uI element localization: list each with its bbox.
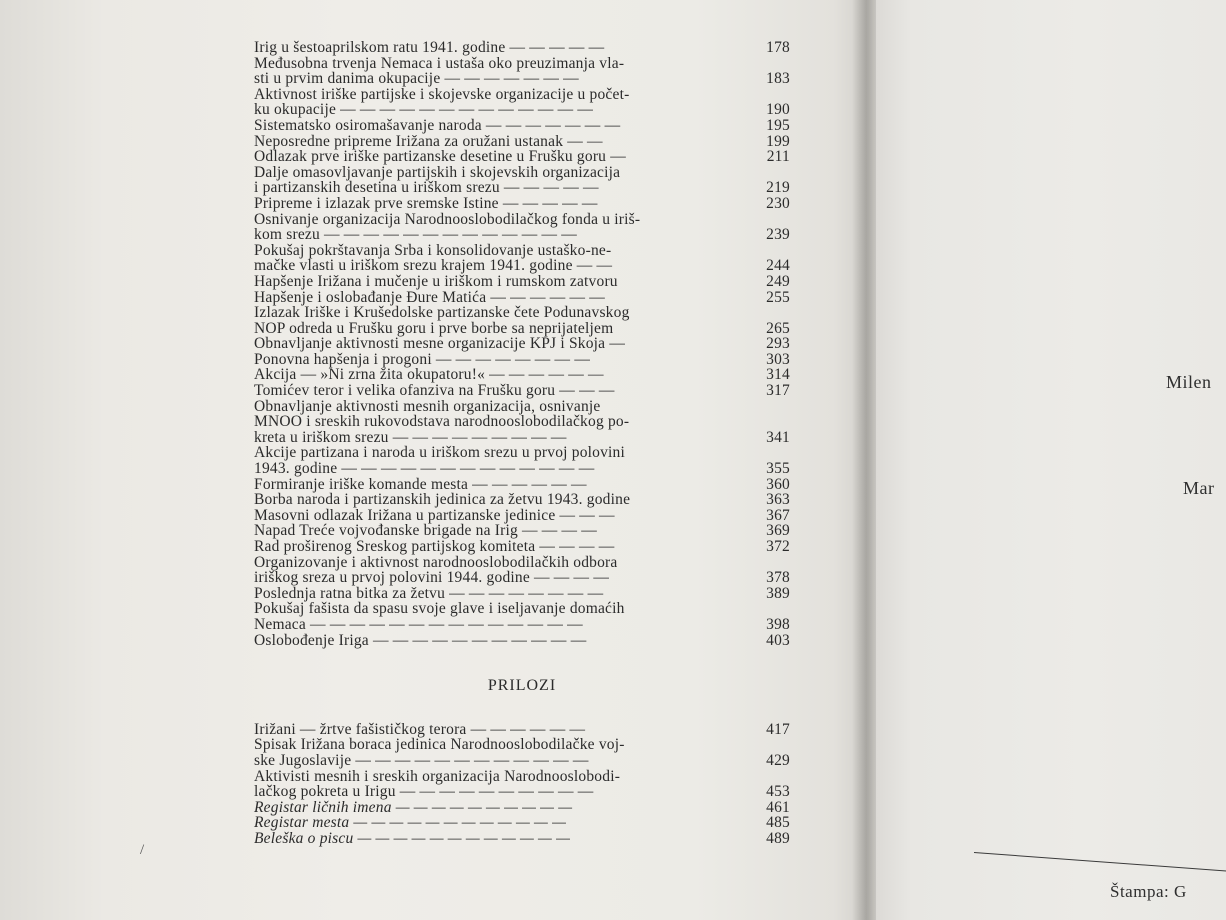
toc-entry (254, 492, 790, 508)
toc-entry-title: Rad proširenog Sreskog partijskog komiteta — — — — (254, 538, 615, 555)
toc-entry (254, 601, 790, 632)
toc-entry (254, 831, 790, 847)
toc-entry-title: Sistematsko osiromašavanje naroda — — — — — — — (254, 116, 621, 134)
toc-entry-title: Spisak Irižana boraca jedinica Narodnooslobodilačke voj- ske Jugoslavije — — — — — — — — — — — — (254, 736, 625, 769)
toc-entry (254, 555, 790, 586)
toc-entry-title: Oslobođenje Iriga — — — — — — — — — — — (254, 631, 587, 649)
toc-entry-page-number: 199 (766, 132, 790, 150)
toc-entry-title: Registar ličnih imena — — — — — — — — — — (254, 798, 573, 816)
toc-entry (254, 399, 790, 446)
toc-entry (254, 737, 790, 768)
toc-entry (254, 508, 790, 524)
toc-entry-page-number: 239 (766, 226, 790, 244)
toc-entry-page-number: 369 (766, 522, 790, 540)
toc-entry (254, 290, 790, 306)
toc-entry-page-number: 429 (766, 751, 790, 769)
toc-entry (254, 352, 790, 368)
toc-entry-title: Tomićev teror i velika ofanziva na Frušku goru — — — (254, 382, 615, 400)
toc-entry (254, 134, 790, 150)
toc-entry-page-number: 489 (766, 829, 790, 847)
toc-entry (254, 243, 790, 274)
toc-entry-page-number: 403 (766, 631, 790, 649)
toc-entry-title: Formiranje iriške komande mesta — — — — — — (254, 475, 587, 493)
toc-entry-page-number: 230 (766, 194, 790, 212)
toc-entry-title: Osnivanje organizacija Narodnooslobodilačkog fonda u iriš- kom srezu — — — — — — — — — — — — — (254, 210, 641, 244)
toc-entry (254, 815, 790, 831)
toc-entry-page-number: 360 (766, 475, 790, 493)
right-book-page (876, 0, 1226, 920)
margin-mark: / (140, 842, 145, 858)
toc-entry-title: Aktivisti mesnih i sreskih organizacija Narodnooslobodi- lačkog pokreta u Irigu — — — — — — — — — — (254, 767, 621, 801)
toc-entry-page-number: 293 (766, 335, 790, 353)
toc-entries-list (254, 40, 790, 648)
toc-entry-title: Borba naroda i partizanskih jedinica za žetvu 1943. godine (254, 491, 631, 509)
toc-entry (254, 196, 790, 212)
toc-entry-title: Organizovanje i aktivnost narodnooslobodilačkih odbora iriškog sreza u prvoj polovini 1944. godine — — — — (254, 553, 618, 587)
toc-entry (254, 274, 790, 290)
toc-entry-title: Dalje omasovljavanje partijskih i skojevskih organizacija i partizanskih desetina u iriškom srezu — — — — — (254, 163, 621, 197)
toc-entry-title: Pokušaj fašista da spasu svoje glave i iseljavanje domaćih Nemaca — — — — — — — — — — — — — — (254, 600, 625, 633)
toc-entry (254, 56, 790, 87)
toc-entry-title: Obnavljanje aktivnosti mesnih organizacija, osnivanje MNOO i sreskih rukovodstava narodnooslobodilačkog po- kreta u iriškom srezu — — — — — — — — — (254, 397, 630, 446)
toc-entry (254, 165, 790, 196)
toc-entry-page-number: 219 (766, 179, 790, 197)
toc-entry-title: Beleška o piscu — — — — — — — — — — — — (254, 829, 571, 847)
toc-entry-title: Izlazak Iriške i Krušedolske partizanske čete Podunavskog NOP odreda u Frušku goru i prve borbe sa neprijateljem (254, 304, 630, 337)
toc-entry (254, 800, 790, 816)
toc-entry (254, 40, 790, 56)
right-page-name-fragment: Mar (1183, 478, 1215, 498)
toc-entry (254, 633, 790, 649)
right-page-author-fragment: Milen (1166, 372, 1212, 392)
toc-entry-page-number: 485 (766, 814, 790, 832)
toc-entry (254, 769, 790, 800)
toc-entry-title: Napad Treće vojvođanske brigade na Irig — — — — (254, 522, 598, 540)
toc-entry-title: Registar mesta — — — — — — — — — — — — (254, 814, 567, 832)
toc-entry-page-number: 255 (766, 288, 790, 306)
toc-entry-title: Međusobna trvenja Nemaca i ustaša oko preuzimanja vla- sti u prvim danima okupacije — — — — — — — (254, 54, 625, 88)
toc-entry (254, 149, 790, 165)
toc-entry-page-number: 389 (766, 584, 790, 602)
toc-entry-page-number: 244 (766, 257, 790, 275)
toc-entry-title: Odlazak prve iriške partizanske desetine u Frušku goru — (254, 148, 626, 166)
toc-entry-page-number: 303 (766, 350, 790, 368)
table-of-contents (254, 40, 790, 847)
toc-entry-page-number: 183 (766, 70, 790, 88)
toc-entry (254, 722, 790, 738)
toc-entry-title: Hapšenje i oslobađanje Đure Matića — — — — — — (254, 288, 605, 306)
toc-entry-title: Hapšenje Irižana i mučenje u iriškom i rumskom zatvoru (254, 272, 618, 290)
toc-entry-page-number: 453 (766, 783, 790, 801)
toc-entry-page-number: 355 (766, 460, 790, 478)
toc-entry (254, 305, 790, 336)
toc-entry-page-number: 190 (766, 101, 790, 119)
toc-entry-page-number: 195 (766, 116, 790, 134)
printer-credit: Štampa: G (1110, 882, 1187, 901)
toc-entry-page-number: 341 (766, 428, 790, 446)
toc-entry-title: Akcija — »Ni zrna žita okupatoru!« — — — — — — (254, 366, 604, 384)
toc-entry-title: Akcije partizana i naroda u iriškom srezu u prvoj polovini 1943. godine — — — — — — — — — — — — — (254, 444, 626, 478)
toc-entry-title: Ponovna hapšenja i progoni — — — — — — — — (254, 350, 591, 368)
toc-entry (254, 367, 790, 383)
toc-entry-page-number: 178 (766, 39, 790, 56)
toc-entry-title: Obnavljanje aktivnosti mesne organizacije KPJ i Skoja — (254, 335, 626, 353)
toc-entry (254, 586, 790, 602)
toc-entry (254, 118, 790, 134)
toc-entry-page-number: 317 (766, 382, 790, 400)
toc-entry-title: Irig u šestoaprilskom ratu 1941. godine — — — — — (254, 39, 605, 56)
toc-entry-page-number: 363 (766, 491, 790, 509)
toc-entry-title: Pripreme i izlazak prve sremske Istine — — — — — (254, 194, 598, 212)
toc-entry (254, 523, 790, 539)
toc-entry (254, 87, 790, 118)
toc-entry-page-number: 378 (766, 569, 790, 587)
toc-entry-title: Masovni odlazak Irižana u partizanske jedinice — — — (254, 506, 615, 524)
toc-entry-page-number: 461 (766, 798, 790, 816)
appendix-entries-list (254, 722, 790, 847)
toc-entry (254, 212, 790, 243)
toc-entry-page-number: 314 (766, 366, 790, 384)
toc-entry-title: Poslednja ratna bitka za žetvu — — — — — — — — (254, 584, 604, 602)
toc-entry-page-number: 417 (766, 720, 790, 738)
toc-entry (254, 477, 790, 493)
toc-entry (254, 539, 790, 555)
toc-entry (254, 383, 790, 399)
toc-entry-page-number: 367 (766, 506, 790, 524)
book-gutter (852, 0, 878, 920)
toc-entry-page-number: 265 (766, 319, 790, 337)
toc-entry-title: Neposredne pripreme Irižana za oružani ustanak — — (254, 132, 603, 150)
appendix-heading: PRILOZI (487, 677, 557, 695)
toc-entry-title: Pokušaj pokrštavanja Srba i konsolidovanje ustaško-ne- mačke vlasti u iriškom srezu krajem 1941. godine — — (254, 241, 613, 275)
toc-entry-page-number: 211 (766, 148, 790, 166)
toc-entry-title: Aktivnost iriške partijske i skojevske organizacije u počet- ku okupacije — — — — — — — — — — — — — (254, 85, 630, 119)
toc-entry (254, 336, 790, 352)
toc-entry-page-number: 398 (766, 615, 790, 633)
toc-entry-title: Irižani — žrtve fašističkog terora — — — — — — (254, 720, 586, 738)
toc-entry-page-number: 249 (766, 272, 790, 290)
toc-entry-page-number: 372 (766, 538, 790, 555)
toc-entry (254, 445, 790, 476)
